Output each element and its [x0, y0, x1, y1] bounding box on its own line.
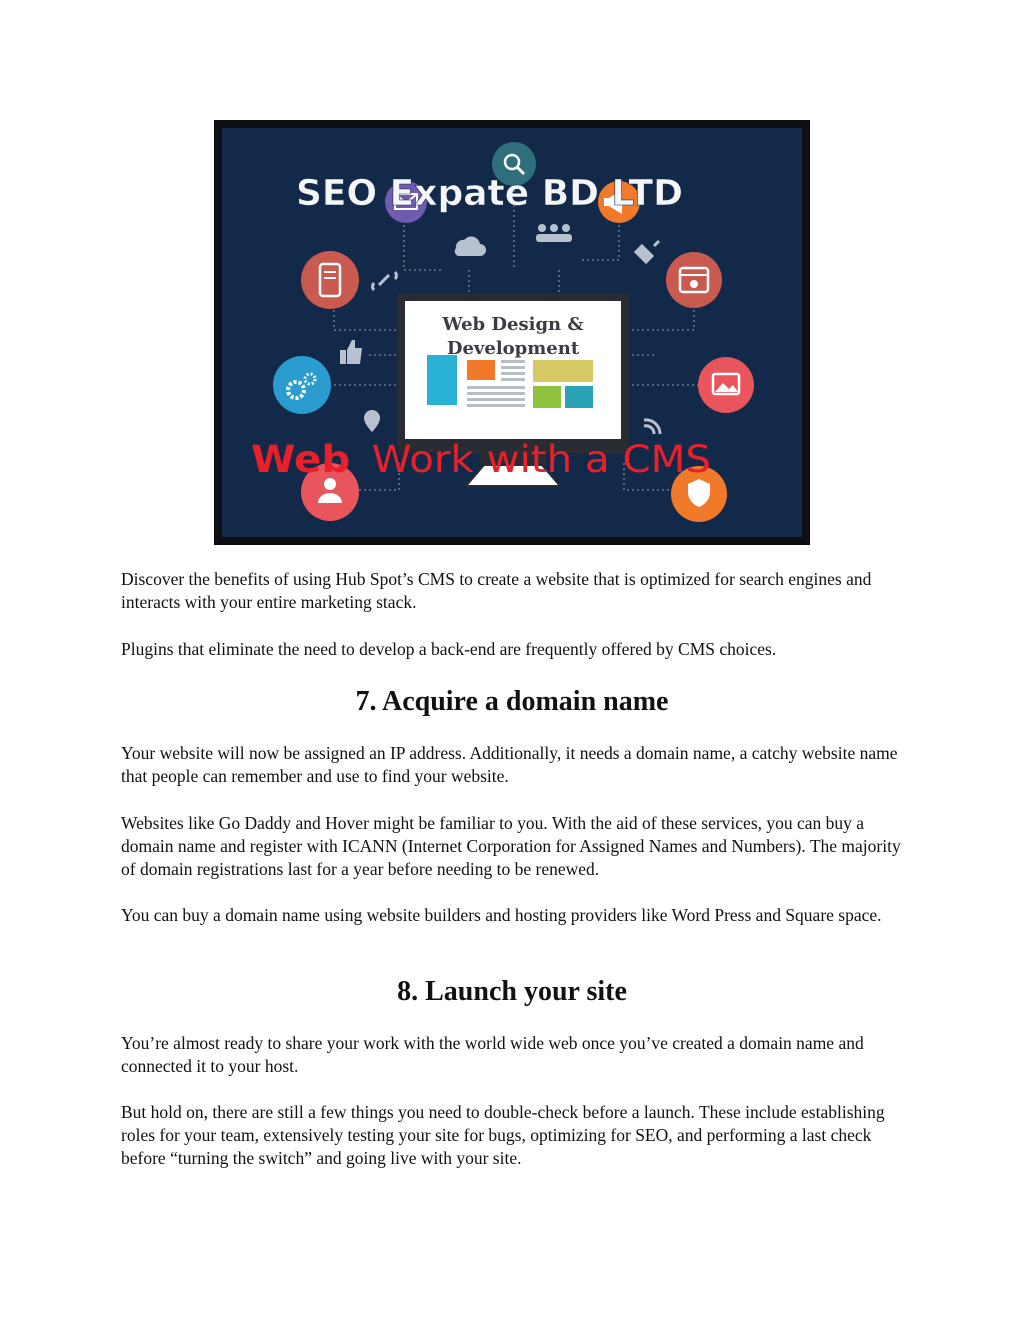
- paragraph-double-check: But hold on, there are still a few things you need to double-check before a launch. These include establishing roles for your team, extensively testing your site for bugs, optimizing for SEO, and performing a last check before “turning the switch” and going live with your site.: [121, 1102, 885, 1168]
- image-icon: [698, 357, 754, 413]
- calendar-icon: [666, 252, 722, 308]
- monitor-title-line1: Web Design &: [442, 314, 584, 335]
- paragraph-website-builders: You can buy a domain name using website builders and hosting providers like Word Press and Square space.: [121, 905, 882, 925]
- paragraph-almost-ready: You’re almost ready to share your work with the world wide web once you’ve created a domain name and connected it to your host.: [121, 1033, 864, 1076]
- hero-banner-image: [214, 120, 810, 545]
- paragraph-registrars: Websites like Go Daddy and Hover might be familiar to you. With the aid of these services, you can buy a domain name and register with ICANN (Internet Corporation for Assigned Names and Numbers). The majority of domain registrations last for a year before needing to be renewed.: [121, 813, 901, 879]
- monitor-title-line2: Development: [446, 338, 580, 359]
- heading-acquire-domain: 7. Acquire a domain name: [355, 686, 669, 717]
- banner-tagline: [251, 438, 711, 481]
- paragraph-cms-benefits: Discover the benefits of using Hub Spot’s CMS to create a website that is optimized for search engines and interacts with your entire marketing stack.: [121, 569, 872, 612]
- tagline-rest: Work with a CMS: [371, 438, 684, 481]
- paragraph-ip-address: Your website will now be assigned an IP address. Additionally, it needs a domain name, a catchy website name that people can remember and use to find your website.: [121, 743, 898, 786]
- banner-title: SEO Expate BD LTD: [296, 173, 683, 214]
- paragraph-plugins: Plugins that eliminate the need to develop a back-end are frequently offered by CMS choices.: [121, 639, 777, 659]
- tagline-bold-word: Web: [251, 438, 343, 481]
- gears-icon: [273, 356, 331, 414]
- heading-launch-site: 8. Launch your site: [397, 976, 627, 1007]
- mobile-icon: [301, 251, 359, 309]
